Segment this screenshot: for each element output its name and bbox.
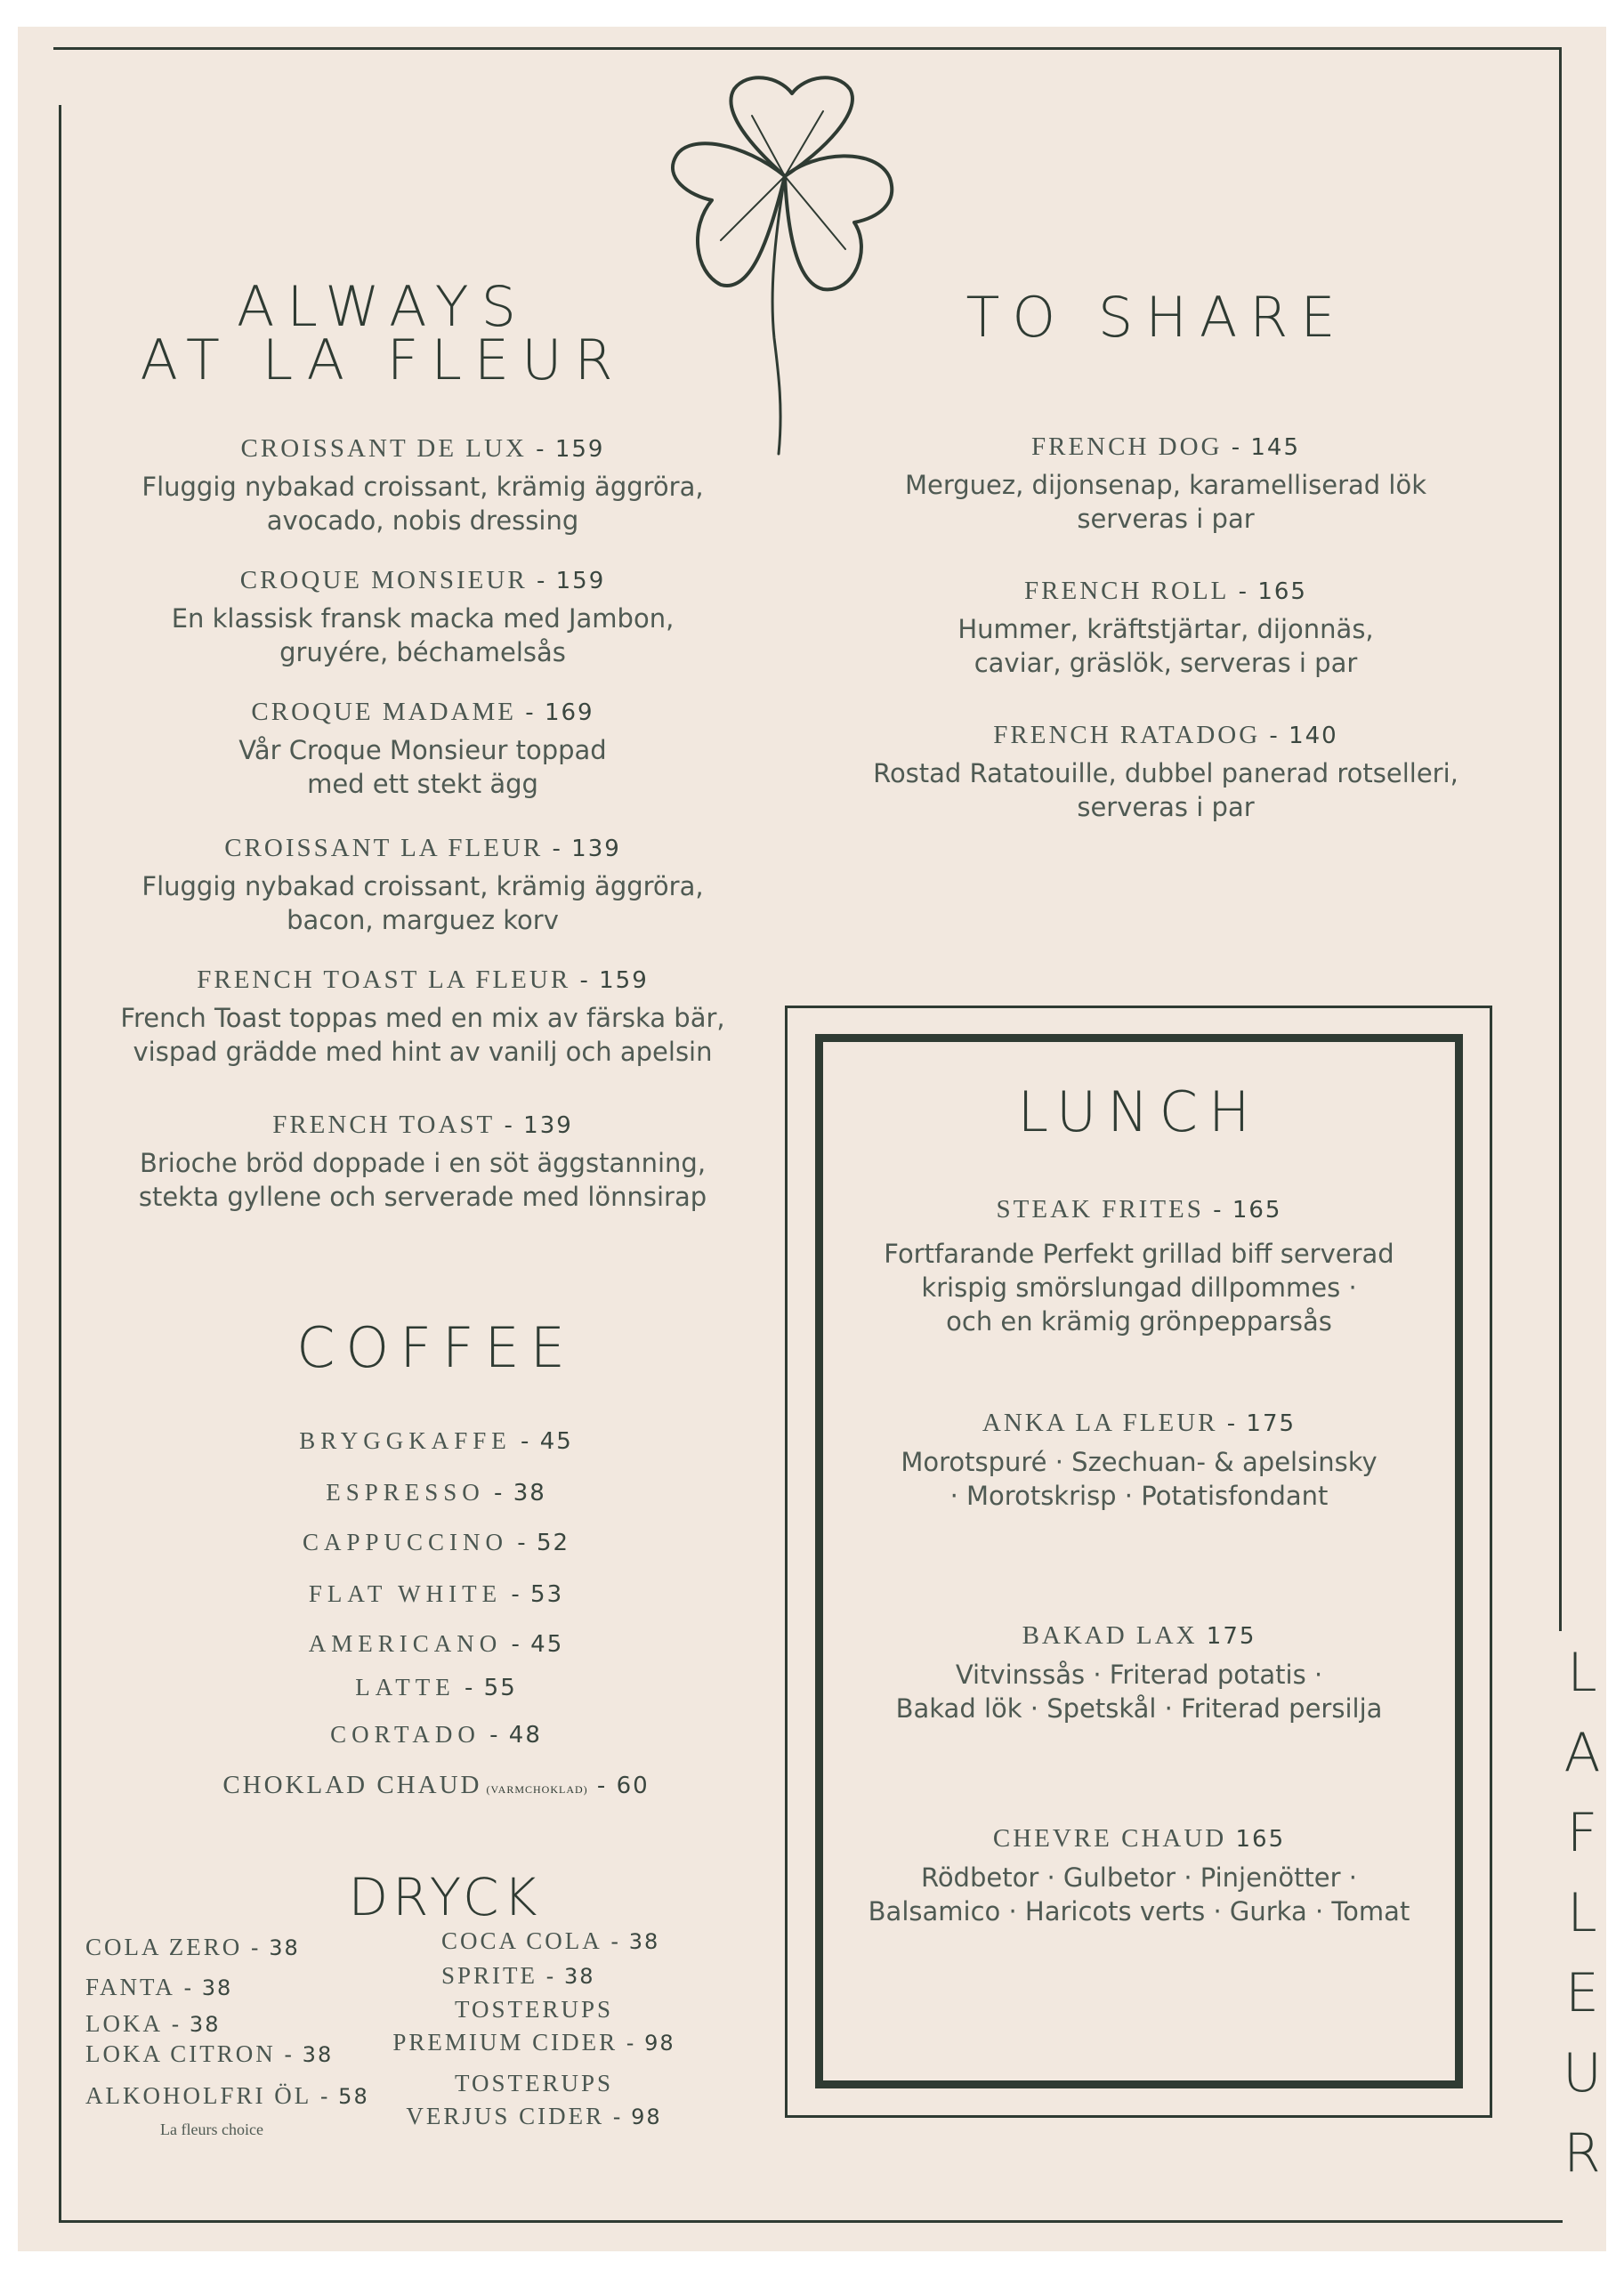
coffee-item: AMERICANO - 45 xyxy=(308,1630,564,1658)
menu-item-desc: Rostad Ratatouille, dubbel panerad rotselleri, serveras i par xyxy=(873,758,1458,822)
menu-item-desc: Vitvinssås · Friterad potatis · Bakad lök · Spetskål · Friterad persilja xyxy=(895,1660,1383,1724)
coffee-item: CORTADO - 48 xyxy=(330,1721,542,1749)
drink-item: COCA COLA - 38 xyxy=(441,1927,660,1954)
menu-item-desc: Rödbetor · Gulbetor · Pinjenötter · Balsamico · Haricots verts · Gurka · Tomat xyxy=(868,1862,1410,1927)
menu-item-desc: Fluggig nybakad croissant, krämig äggröra, avocado, nobis dressing xyxy=(141,472,704,536)
drink-item: COLA ZERO - 38 xyxy=(85,1934,300,1960)
frame-right-line xyxy=(1559,47,1562,1631)
menu-item-name: FRENCH RATADOG - 140 xyxy=(993,721,1338,749)
menu-item-name: CROQUE MADAME - 169 xyxy=(251,698,594,726)
menu-item-desc: Hummer, kräftstjärtar, dijonnäs, caviar, gräslök, serveras i par xyxy=(957,614,1374,678)
drink-item: SPRITE - 38 xyxy=(441,1962,595,1989)
dryck-heading: DRYCK xyxy=(348,1867,542,1927)
drink-item-tosterups-verjus: TOSTERUPS VERJUS CIDER - 98 xyxy=(406,2070,662,2129)
menu-item-name: CROISSANT DE LUX - 159 xyxy=(240,434,605,463)
frame-bottom-line xyxy=(59,2220,1563,2223)
brand-letter: F xyxy=(1566,1802,1598,1864)
to-share-heading: TO SHARE xyxy=(966,285,1348,350)
menu-item-name: BAKAD LAX 175 xyxy=(1022,1621,1256,1650)
coffee-heading: COFFEE xyxy=(296,1315,576,1380)
menu-item-name: FRENCH TOAST - 139 xyxy=(272,1111,573,1139)
menu-item-name: FRENCH DOG - 145 xyxy=(1030,432,1301,461)
frame-top-line xyxy=(53,47,1559,50)
drink-item: LOKA - 38 xyxy=(85,2010,221,2037)
menu-item-desc: Merguez, dijonsenap, karamelliserad lök serveras i par xyxy=(904,470,1427,534)
menu-item-name: CHEVRE CHAUD 165 xyxy=(992,1824,1286,1853)
always-heading xyxy=(133,274,632,392)
clover-logo-icon xyxy=(636,71,957,463)
menu-item-desc: French Toast toppas med en mix av färska bär, vispad grädde med hint av vanilj och apelsin xyxy=(120,1003,725,1067)
coffee-item: FLAT WHITE - 53 xyxy=(308,1580,564,1608)
lunch-box-inner xyxy=(815,1034,1463,2088)
menu-item-name: ANKA LA FLEUR - 175 xyxy=(982,1409,1297,1437)
drink-item: LOKA CITRON - 38 xyxy=(85,2040,334,2067)
menu-item-name: FRENCH TOAST LA FLEUR - 159 xyxy=(197,965,649,994)
brand-letter: L xyxy=(1567,1642,1597,1704)
menu-item-name: FRENCH ROLL - 165 xyxy=(1024,577,1307,605)
menu-item-desc: Brioche bröd doppade i en söt äggstanning, stekta gyllene och serverade med lönnsirap xyxy=(138,1148,707,1212)
coffee-item: BRYGGKAFFE - 45 xyxy=(299,1427,573,1455)
drink-item-tosterups-premium: TOSTERUPS PREMIUM CIDER - 98 xyxy=(392,1996,675,2056)
drink-item: FANTA - 38 xyxy=(85,1974,233,2000)
menu-item-name: CROISSANT LA FLEUR - 139 xyxy=(224,834,621,862)
always-heading-line1: ALWAYS xyxy=(236,274,529,339)
drink-item: ALKOHOLFRI ÖL - 58 xyxy=(85,2082,369,2109)
menu-item-desc: En klassisk fransk macka med Jambon, gruyére, béchamelsås xyxy=(171,603,675,667)
choice-note: La fleurs choice xyxy=(160,2120,263,2138)
brand-letter: E xyxy=(1565,1962,1599,2024)
menu-item-name: CROQUE MONSIEUR - 159 xyxy=(239,566,606,594)
coffee-item: LATTE - 55 xyxy=(355,1674,517,1701)
lunch-heading: LUNCH xyxy=(1017,1079,1261,1144)
choklad-note: (VARMCHOKLAD) xyxy=(486,1783,588,1796)
menu-item-name: STEAK FRITES - 165 xyxy=(996,1195,1282,1224)
always-heading-line2: AT LA FLEUR xyxy=(140,327,626,392)
brand-letter: R xyxy=(1563,2122,1601,2185)
menu-item-desc: Morotspuré · Szechuan- & apelsinsky · Morotskrisp · Potatisfondant xyxy=(901,1447,1378,1511)
menu-item-desc: Fortfarande Perfekt grillad biff serverad krispig smörslungad dillpommes · och en krämig grönpepparsås xyxy=(884,1239,1394,1337)
brand-letter: A xyxy=(1563,1722,1601,1784)
menu-page xyxy=(18,27,1606,2251)
brand-letter: L xyxy=(1567,1882,1597,1944)
coffee-item-choklad: CHOKLAD CHAUD (VARMCHOKLAD) - 60 xyxy=(222,1771,650,1799)
menu-item-desc: Vår Croque Monsieur toppad med ett stekt ägg xyxy=(238,735,607,799)
coffee-item: ESPRESSO - 38 xyxy=(326,1479,546,1507)
frame-left-line xyxy=(59,105,61,2223)
brand-letter: U xyxy=(1563,2042,1602,2104)
menu-item-desc: Fluggig nybakad croissant, krämig äggröra, bacon, marguez korv xyxy=(141,871,704,935)
coffee-item: CAPPUCCINO - 52 xyxy=(302,1529,570,1556)
